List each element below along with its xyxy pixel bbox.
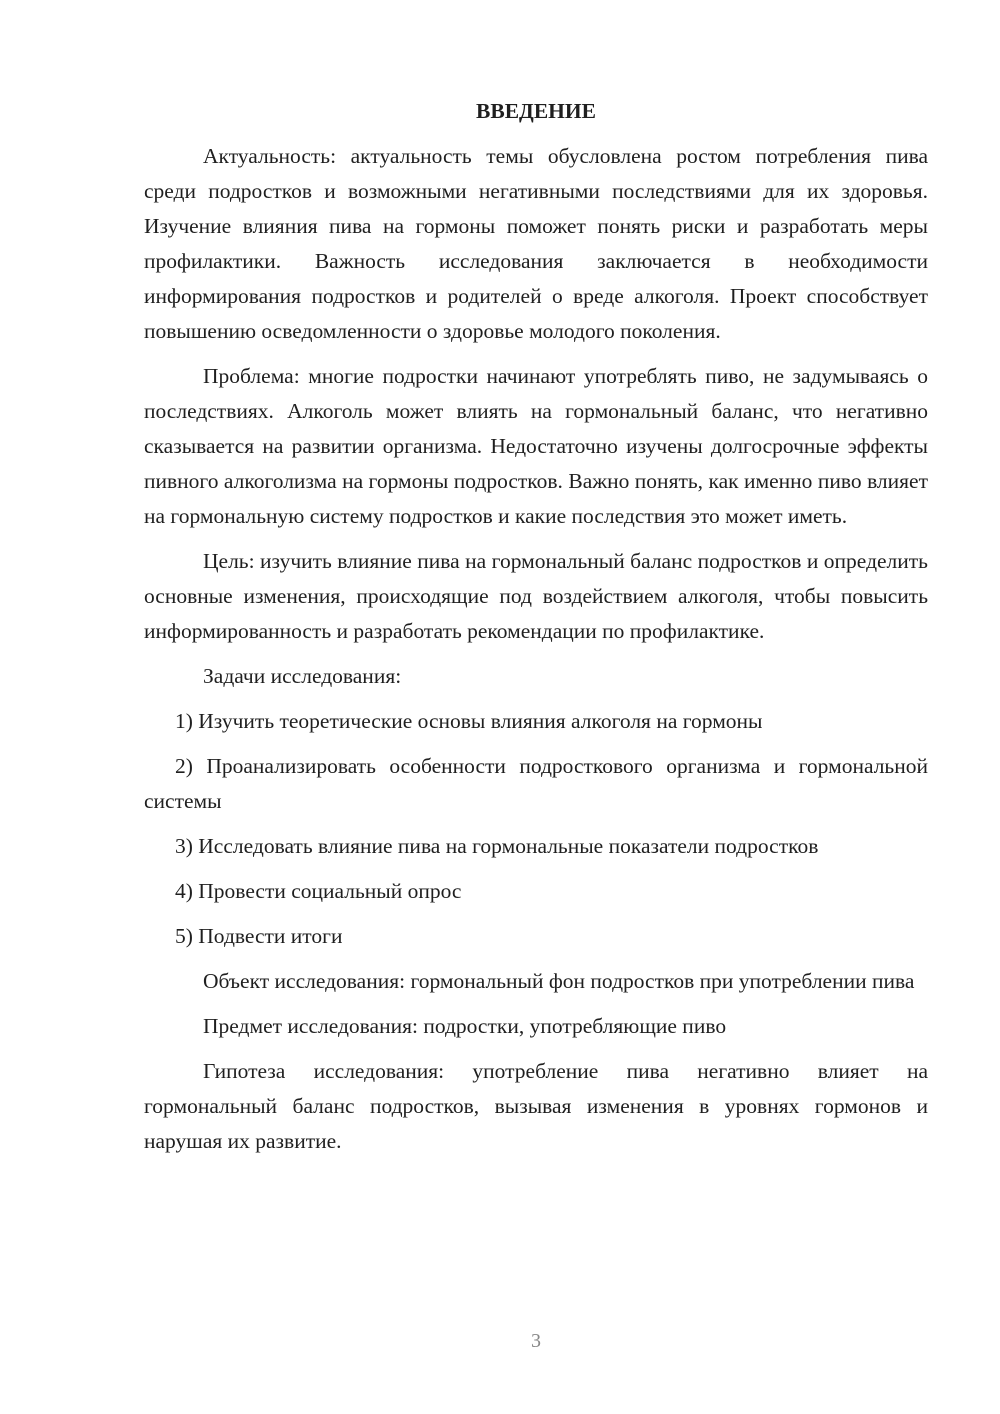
paragraph-relevance: Актуальность: актуальность темы обусловлена ростом потребления пива среди подростков и возможными негативными последствиями для их здоровья. Изучение влияния пива на гормоны поможет понять риски и разработать меры профилактики. Важность исследования заключается в необходимости информирования подростков и родителей о вреде алкоголя. Проект способствует повышению осведомленности о здоровье молодого поколения. (144, 144, 928, 343)
paragraph-tasks-heading: Задачи исследования: (203, 664, 402, 688)
section-title: ВВЕДЕНИЕ (476, 99, 596, 123)
paragraph-subject: Предмет исследования: подростки, употребляющие пиво (203, 1014, 727, 1038)
task-item: 2) Проанализировать особенности подросткового организма и гормональной системы (144, 754, 928, 813)
task-item: 1) Изучить теоретические основы влияния алкоголя на гормоны (175, 709, 763, 733)
paragraph-hypothesis: Гипотеза исследования: употребление пива негативно влияет на гормональный баланс подростков, вызывая изменения в уровнях гормонов и нарушая их развитие. (144, 1059, 928, 1153)
task-item: 5) Подвести итоги (175, 924, 343, 948)
task-item: 4) Провести социальный опрос (175, 879, 462, 903)
paragraph-object: Объект исследования: гормональный фон подростков при употреблении пива (203, 969, 915, 993)
paragraph-problem: Проблема: многие подростки начинают употреблять пиво, не задумываясь о последствиях. Алкоголь может влиять на гормональный баланс, что негативно сказывается на развитии организма. Недостаточно изучены долгосрочные эффекты пивного алкоголизма на гормоны подростков. Важно понять, как именно пиво влияет на гормональную систему подростков и какие последствия это может иметь. (144, 364, 928, 528)
task-item: 3) Исследовать влияние пива на гормональные показатели подростков (175, 834, 819, 858)
paragraph-goal: Цель: изучить влияние пива на гормональный баланс подростков и определить основные изменения, происходящие под воздействием алкоголя, чтобы повысить информированность и разработать рекомендации по профилактике. (144, 549, 928, 643)
document-body (144, 94, 928, 1169)
page-number: 3 (531, 1330, 541, 1352)
